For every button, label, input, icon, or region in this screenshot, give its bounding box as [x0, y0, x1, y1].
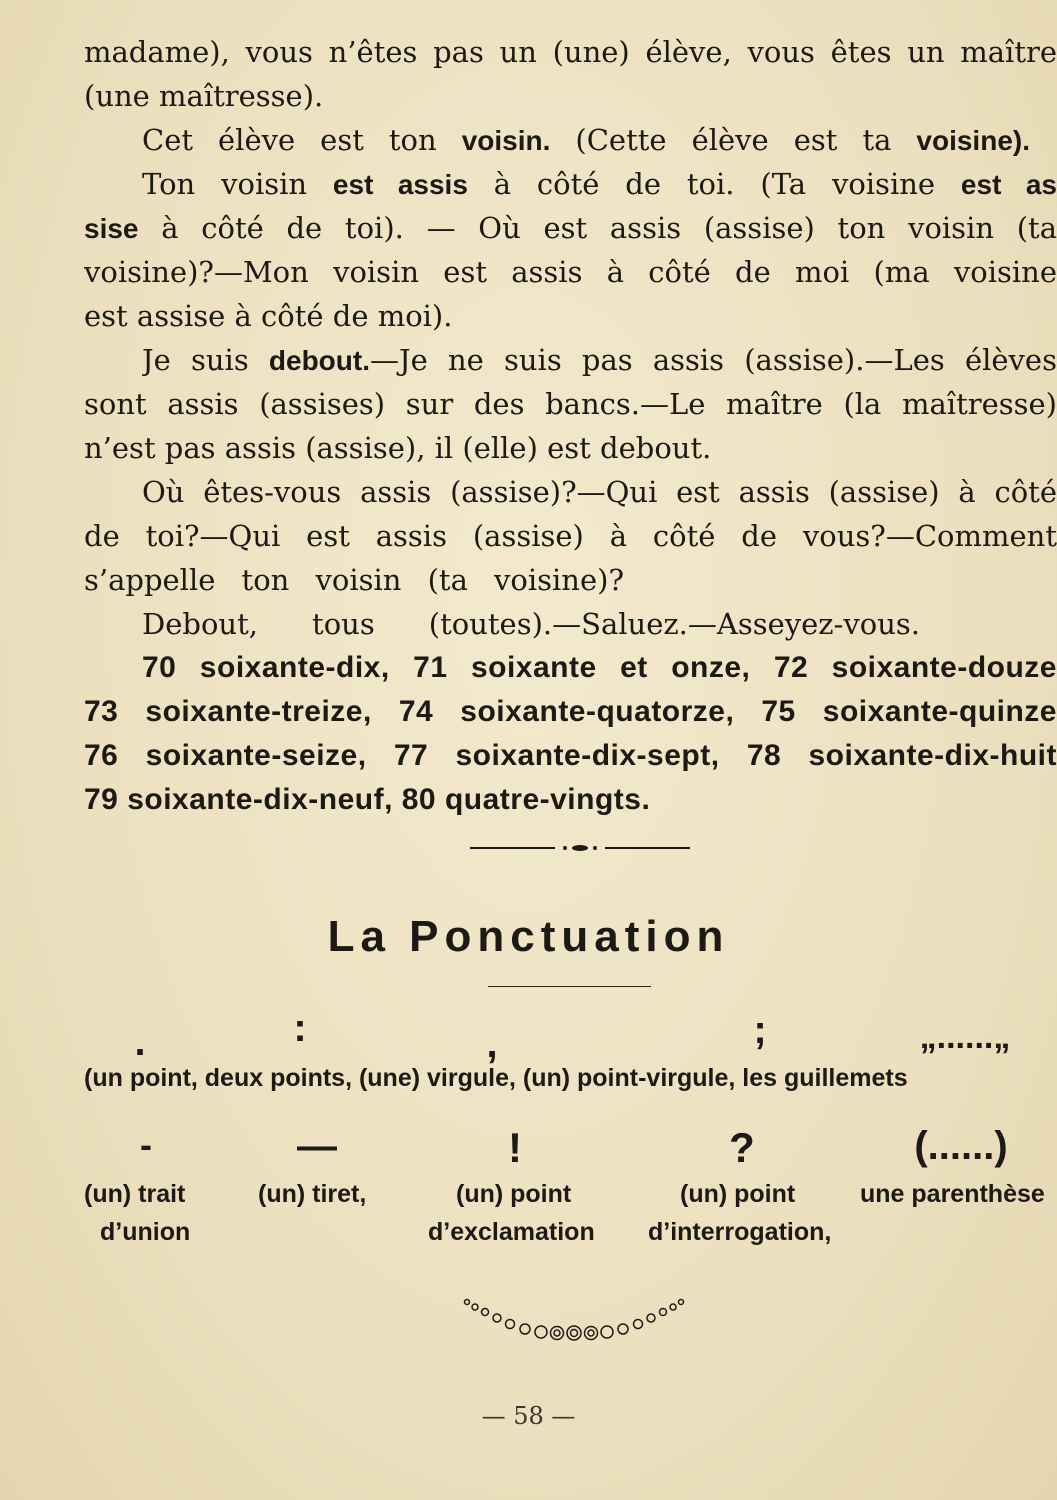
point-symbol: . [134, 1020, 146, 1064]
number-line: 73 soixante-treize, 74 soixante-quatorze, 75 soixante-quinze [84, 695, 1057, 728]
question-symbol: ? [729, 1124, 755, 1171]
exclamation-symbol: ! [508, 1124, 522, 1171]
semicolon-symbol: ; [753, 1008, 767, 1052]
title-underline [488, 986, 651, 987]
text-line: Où êtes-vous assis (assise)?—Qui est assis (assise) à côté [142, 475, 1057, 509]
text-line: (une maîtresse). [84, 79, 324, 113]
label-trait-union-2: d’union [100, 1218, 191, 1246]
text-line: voisine)?—Mon voisin est assis à côté de moi (ma voisine [84, 255, 1057, 289]
number-line: 79 soixante-dix-neuf, 80 quatre-vingts. [84, 783, 651, 816]
label-interrogation-1: (un) point [680, 1180, 796, 1208]
comma-symbol: , [486, 1022, 498, 1066]
number-line: 70 soixante-dix, 71 soixante et onze, 72 soixante-douze [142, 651, 1057, 684]
label-parenthese: une parenthèse [860, 1180, 1045, 1208]
text-line: s’appelle ton voisin (ta voisine)? [84, 563, 624, 597]
colon-symbol: : [293, 1006, 307, 1050]
label-tiret: (un) tiret, [258, 1180, 367, 1208]
label-interrogation-2: d’interrogation, [648, 1218, 832, 1246]
page-number: — 58 — [481, 1402, 576, 1430]
dash-symbol: — [297, 1124, 337, 1168]
text-line: madame), vous n’êtes pas un (une) élève, vous êtes un maître [84, 35, 1057, 69]
text-line: Je suis debout.—Je ne suis pas assis (assise).—Les élèves [142, 343, 1057, 377]
text-line: Ton voisin est assis à côté de toi. (Ta voisine est as [142, 167, 1057, 201]
text-line: de toi?—Qui est assis (assise) à côté de vous?—Comment [84, 519, 1057, 553]
text-line: sise à côté de toi). — Où est assis (assise) ton voisin (ta [84, 211, 1057, 245]
label-trait-union-1: (un) trait [84, 1180, 186, 1208]
parentheses-symbol: (......) [914, 1124, 1008, 1168]
label-exclamation-2: d’exclamation [428, 1218, 595, 1246]
text-line: Cet élève est ton voisin. (Cette élève est ta voisine). [142, 123, 1030, 157]
punctuation-labels-row: (un point, deux points, (une) virgule, (un) point-virgule, les guillemets [84, 1064, 908, 1092]
text-line: n’est pas assis (assise), il (elle) est debout. [84, 431, 712, 465]
label-exclamation-1: (un) point [456, 1180, 572, 1208]
hyphen-symbol: - [140, 1124, 152, 1165]
quotes-symbol: „......„ [919, 1018, 1011, 1056]
text-line: est assise à côté de moi). [84, 299, 453, 333]
ornament-separator [470, 840, 690, 854]
ornament-chain-icon [455, 1296, 695, 1346]
section-title: La Ponctuation [327, 912, 730, 961]
text-line: sont assis (assises) sur des bancs.—Le maître (la maîtresse) [84, 387, 1057, 421]
number-line: 76 soixante-seize, 77 soixante-dix-sept, 78 soixante-dix-huit [84, 739, 1057, 772]
text-line: Debout, tous (toutes).—Saluez.—Asseyez-vous. [142, 607, 920, 641]
